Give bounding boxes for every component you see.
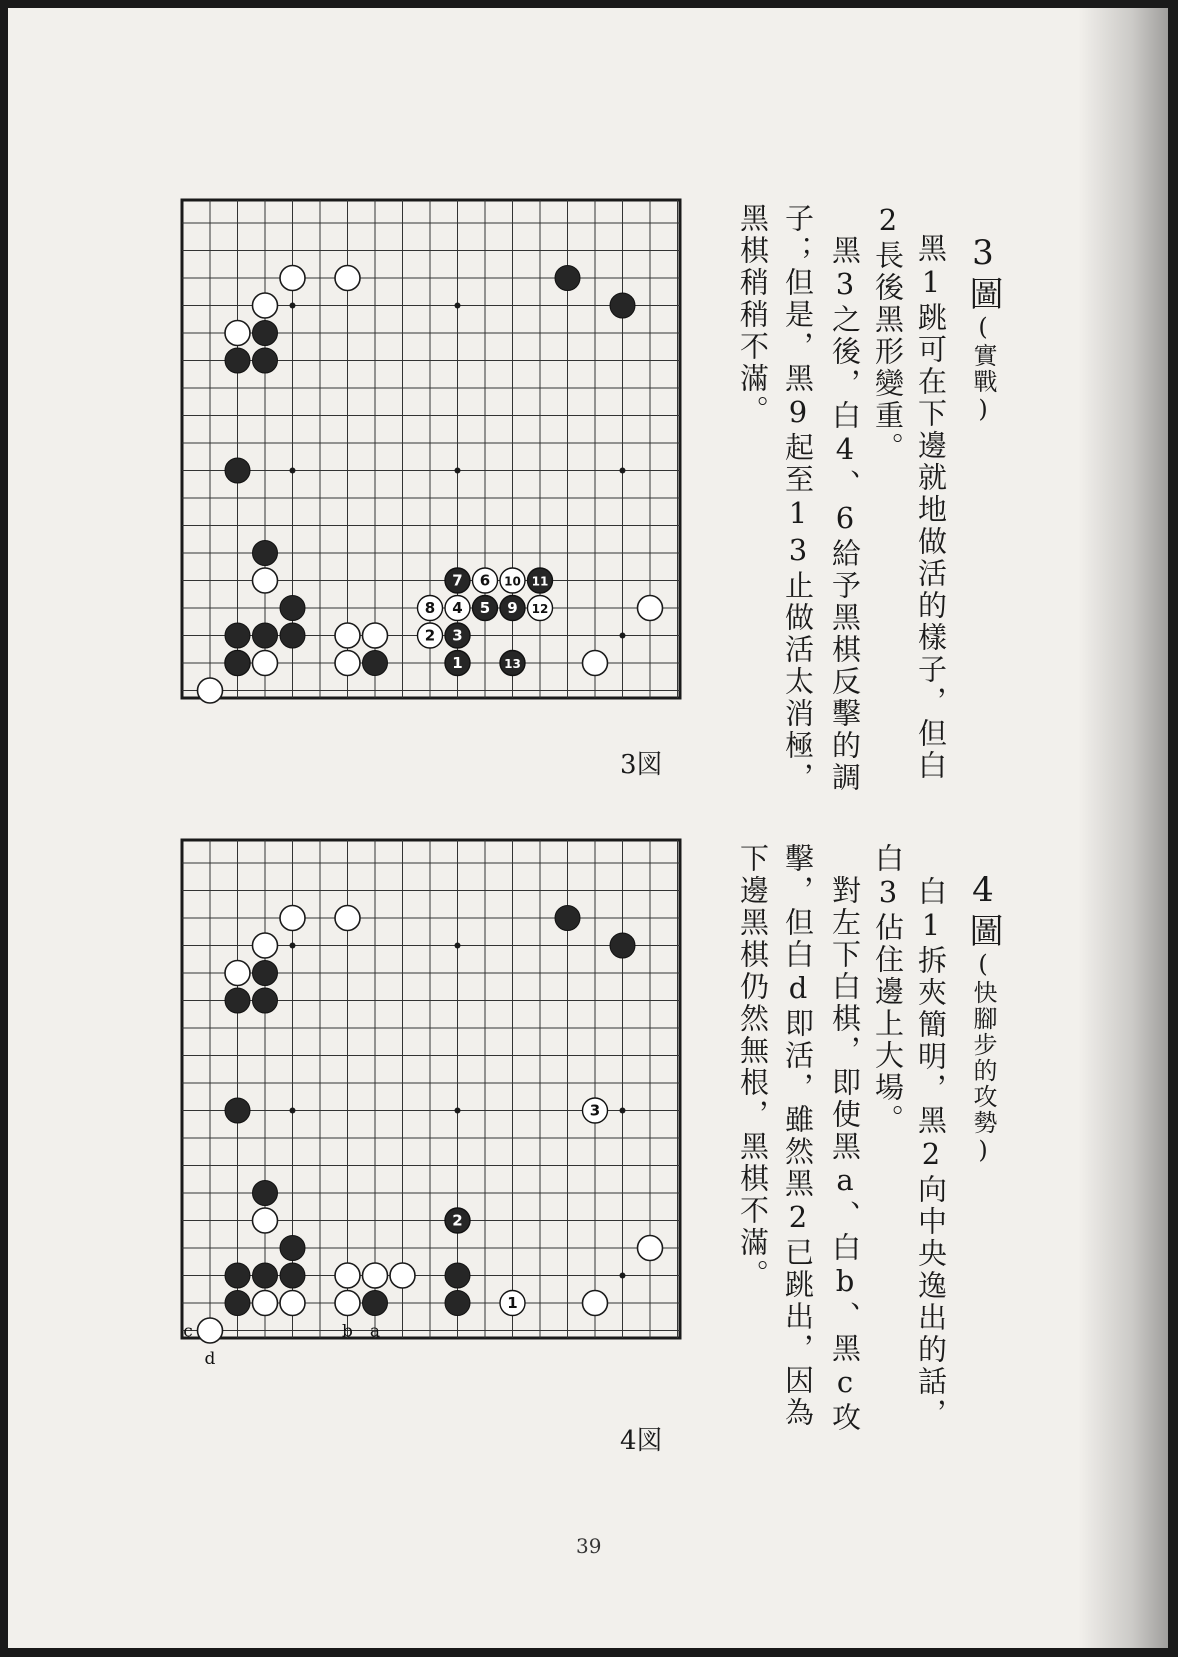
white-stone	[225, 321, 250, 346]
diagram-3-line-5: 黑棋稍稍不滿。	[736, 203, 770, 427]
black-stone	[363, 651, 388, 676]
diagram-3-line-4: 子；但是，黑9起至13止做活太消極，	[781, 203, 815, 794]
move-number-label: 11	[531, 574, 549, 589]
black-stone	[280, 596, 305, 621]
black-stone	[253, 1263, 278, 1288]
white-stone	[253, 1291, 278, 1316]
white-stone	[335, 623, 360, 648]
star-point	[620, 633, 626, 639]
white-stone	[335, 1263, 360, 1288]
move-number-label: 4	[452, 599, 463, 617]
book-page	[8, 8, 1168, 1648]
black-stone	[253, 988, 278, 1013]
move-number-label: 3	[452, 626, 463, 645]
move-number-label: 7	[452, 571, 463, 590]
white-stone	[335, 266, 360, 291]
white-stone	[583, 651, 608, 676]
diagram-3-line-1: 黑1跳可在下邊就地做活的樣子，但白	[914, 233, 948, 782]
white-stone	[363, 623, 388, 648]
white-stone	[638, 596, 663, 621]
white-stone	[363, 1263, 388, 1288]
black-stone	[555, 906, 580, 931]
black-stone	[225, 651, 250, 676]
black-stone	[253, 961, 278, 986]
board-frame	[182, 840, 680, 1338]
star-point	[620, 468, 626, 474]
white-stone	[253, 568, 278, 593]
black-stone	[225, 1263, 250, 1288]
diagram-3-line-2: 2長後黑形變重。	[871, 203, 905, 464]
black-stone	[253, 321, 278, 346]
white-stone	[225, 961, 250, 986]
diagram-4-line-1: 白1拆夾簡明，黑2向中央逸出的話，	[914, 876, 948, 1430]
point-label-d: d	[204, 1349, 216, 1369]
black-stone	[363, 1291, 388, 1316]
diagram-3-heading-note: (實戰)	[969, 313, 997, 425]
move-number-label: 9	[507, 599, 518, 617]
black-stone	[225, 1098, 250, 1123]
white-stone	[280, 906, 305, 931]
black-stone	[610, 933, 635, 958]
star-point	[455, 303, 461, 309]
move-number-label: 12	[531, 602, 549, 616]
board-grid	[182, 840, 680, 1338]
move-number-label: 1	[452, 654, 463, 672]
go-board-diagram-4	[180, 838, 682, 1369]
black-stone	[253, 623, 278, 648]
white-stone	[335, 906, 360, 931]
black-stone	[253, 348, 278, 373]
page-edge-shadow	[1078, 8, 1168, 1648]
diagram-3-caption: 3図	[620, 750, 663, 780]
diagram-4-heading-note: (快腳步的攻勢)	[969, 950, 997, 1166]
black-stone	[445, 1291, 470, 1316]
diagram-4-line-5: 下邊黑棋仍然無根，黑棋不滿。	[736, 843, 770, 1291]
white-stone	[280, 266, 305, 291]
diagram-4-heading-title: 4圖	[963, 870, 1003, 950]
move-number-label: 2	[452, 1211, 463, 1230]
white-stone	[390, 1263, 415, 1288]
white-stone	[335, 1291, 360, 1316]
move-number-label: 6	[479, 571, 491, 590]
black-stone	[225, 1291, 250, 1316]
move-number-label: 2	[424, 626, 436, 645]
star-point	[620, 1108, 626, 1114]
black-stone	[610, 293, 635, 318]
star-point	[290, 943, 296, 949]
white-stone	[253, 293, 278, 318]
white-stone	[253, 651, 278, 676]
star-point	[455, 943, 461, 949]
move-number-label: 3	[589, 1101, 601, 1120]
diagram-4-caption: 4図	[620, 1426, 663, 1456]
point-label-c: c	[183, 1321, 193, 1342]
white-stone	[280, 1291, 305, 1316]
point-label-b: b	[342, 1321, 353, 1342]
white-stone	[253, 1208, 278, 1233]
black-stone	[225, 348, 250, 373]
move-number-label: 10	[504, 574, 521, 589]
diagram-3-heading	[963, 233, 1003, 425]
point-label-a: a	[369, 1321, 381, 1342]
white-stone	[335, 651, 360, 676]
move-number-label: 13	[504, 657, 521, 671]
go-board-diagram-3	[180, 198, 682, 700]
page-number: 39	[576, 1534, 602, 1558]
black-stone	[253, 1181, 278, 1206]
star-point	[290, 1108, 296, 1114]
star-point	[455, 1108, 461, 1114]
move-number-label: 8	[424, 599, 436, 617]
black-stone	[253, 541, 278, 566]
star-point	[290, 468, 296, 474]
white-stone	[638, 1236, 663, 1261]
white-stone	[583, 1291, 608, 1316]
star-point	[290, 303, 296, 309]
white-stone	[198, 1318, 223, 1343]
diagram-4-heading	[963, 870, 1003, 1166]
star-point	[455, 468, 461, 474]
move-number-label: 1	[507, 1294, 518, 1312]
black-stone	[280, 623, 305, 648]
black-stone	[225, 623, 250, 648]
diagram-4-line-3: 對左下白棋，即使黑a、白b、黑c攻	[828, 843, 862, 1434]
white-stone	[253, 933, 278, 958]
black-stone	[445, 1263, 470, 1288]
black-stone	[225, 458, 250, 483]
black-stone	[280, 1263, 305, 1288]
diagram-3-line-3: 黑3之後，白4、6給予黑棋反擊的調	[828, 203, 862, 794]
diagram-4-line-2: 白3佔住邊上大場。	[871, 843, 905, 1136]
white-stone	[198, 678, 223, 703]
star-point	[620, 1273, 626, 1279]
move-number-label: 5	[479, 599, 491, 617]
black-stone	[280, 1236, 305, 1261]
diagram-4-line-4: 擊，但白d即活，雖然黑2已跳出，因為	[781, 843, 815, 1429]
black-stone	[555, 266, 580, 291]
black-stone	[225, 988, 250, 1013]
diagram-3-heading-title: 3圖	[963, 233, 1003, 313]
